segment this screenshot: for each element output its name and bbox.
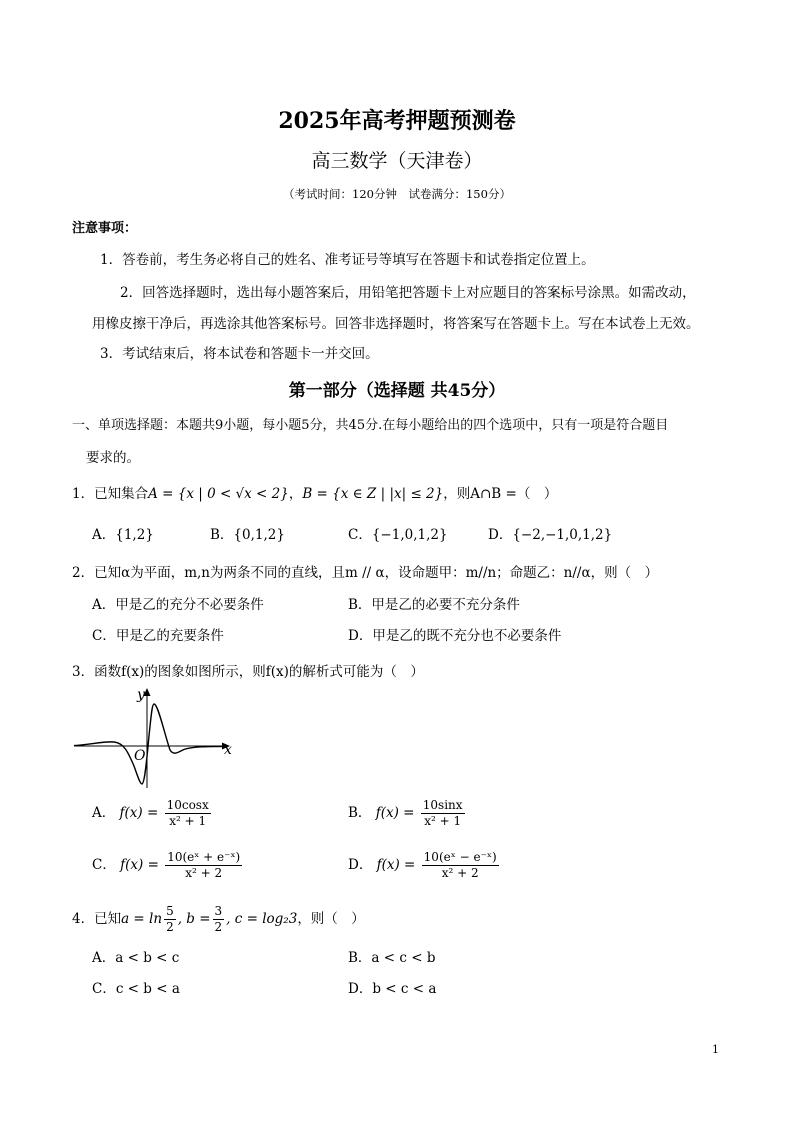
- function-graph: [70, 684, 240, 790]
- notice-item-2: 2．回答选择题时，选出每小题答案后，用铅笔把答题卡上对应题目的答案标号涂黑。如需改动，: [120, 285, 696, 301]
- notice-item-2-cont: 用橡皮擦干净后，再选涂其他答案标号。回答非选择题时，将答案写在答题卡上。写在本试卷上无效。: [92, 316, 700, 332]
- q4-b-fraction: $\frac{3}{2}$: [214, 904, 223, 934]
- q3-option-c-label: C．: [92, 857, 116, 873]
- q4-option-b: B．a < c < b: [348, 950, 436, 966]
- q2-option-b: B．甲是乙的必要不充分条件: [348, 597, 520, 613]
- q4-option-a: A．a < b < c: [92, 950, 180, 966]
- q1-option-a: A．{1,2}: [92, 527, 154, 543]
- q1-tail: ，则A∩B =（ ）: [443, 486, 558, 502]
- origin-label: O: [134, 748, 146, 764]
- q3-option-a: [92, 798, 213, 829]
- q4-a-part: a = ln: [121, 911, 163, 927]
- q1-set-b: B = {x ∈ Z | |x| ≤ 2}: [302, 486, 444, 502]
- q3-option-c-fraction: $\frac{\text{10(eˣ + e⁻ˣ)}}{\text{x² + 2}}$: [167, 850, 241, 880]
- question-2-stem: 2．已知α为平面，m,n为两条不同的直线，且m // α，设命题甲：m//n；命题乙：n//α，则（ ）: [72, 565, 659, 581]
- section-intro-line1: 一、单项选择题：本题共9小题，每小题5分，共45分.在每小题给出的四个选项中，只有一项是符合题目: [72, 418, 669, 433]
- exam-meta: （考试时间：120分钟 试卷满分：150分）: [283, 187, 511, 201]
- q3-option-b-lhs: f(x) =: [375, 805, 415, 821]
- q3-option-c-lhs: f(x) =: [120, 857, 159, 873]
- q1-mid: ，: [288, 486, 303, 502]
- q3-option-b-fraction: $\frac{10\sin x}{\text{x² + 1}}$: [422, 798, 463, 828]
- q3-option-c: [92, 850, 244, 881]
- q2-option-d: D．甲是乙的既不充分也不必要条件: [348, 628, 562, 644]
- q1-option-c: C．{−1,0,1,2}: [348, 527, 448, 543]
- q4-prefix: 4．已知: [72, 911, 122, 927]
- q1-set-a: A = {x | 0 < √x < 2}: [148, 486, 289, 502]
- x-axis-label: x: [224, 742, 232, 758]
- q4-tail: ，则（ ）: [297, 911, 365, 927]
- question-1-stem: [72, 482, 557, 502]
- q4-a-fraction: $\frac{5}{2}$: [166, 904, 174, 934]
- question-4-stem: [72, 904, 365, 935]
- exam-subtitle: 高三数学（天津卷）: [311, 150, 483, 172]
- q3-option-b-label: B．: [348, 805, 372, 821]
- y-axis-label: y: [137, 687, 145, 703]
- section-intro-line2: 要求的。: [86, 450, 140, 466]
- page-number: 1: [712, 1043, 719, 1056]
- q2-option-c: C．甲是乙的充要条件: [92, 628, 224, 644]
- section-heading: 第一部分（选择题 共45分）: [288, 381, 506, 401]
- q3-option-a-lhs: f(x) =: [119, 805, 159, 821]
- q3-option-d-fraction: $\frac{\text{10(eˣ − e⁻ˣ)}}{\text{x² + 2}}$: [423, 850, 497, 880]
- notice-item-1: 1．答卷前，考生务必将自己的姓名、准考证号等填写在答题卡和试卷指定位置上。: [100, 252, 595, 268]
- q1-prefix: 1．已知集合: [72, 486, 149, 502]
- q3-option-d: [348, 850, 501, 881]
- function-curve: [74, 704, 228, 784]
- q3-option-a-fraction: $\frac{10\cos x}{\text{x² + 1}}$: [166, 798, 209, 828]
- q4-c-part: , c = log₂3: [226, 911, 298, 927]
- q1-option-b: B．{0,1,2}: [210, 527, 285, 543]
- notice-item-3: 3．考试结束后，将本试卷和答题卡一并交回。: [100, 346, 379, 362]
- q3-option-d-lhs: f(x) =: [376, 857, 416, 873]
- q1-option-d: D．{−2,−1,0,1,2}: [488, 527, 613, 543]
- q4-option-d: D．b < c < a: [348, 981, 437, 997]
- q3-option-a-label: A．: [92, 805, 116, 821]
- question-3-stem: 3．函数f(x)的图象如图所示，则f(x)的解析式可能为（ ）: [72, 664, 424, 680]
- notice-heading: 注意事项：: [72, 221, 138, 236]
- q4-b-part: , b =: [177, 911, 211, 927]
- exam-title: 2025年高考押题预测卷: [278, 108, 516, 134]
- q3-option-d-label: D．: [348, 857, 373, 873]
- q2-option-a: A．甲是乙的充分不必要条件: [92, 597, 264, 613]
- q4-option-c: C．c < b < a: [92, 981, 180, 997]
- q3-option-b: [348, 798, 467, 829]
